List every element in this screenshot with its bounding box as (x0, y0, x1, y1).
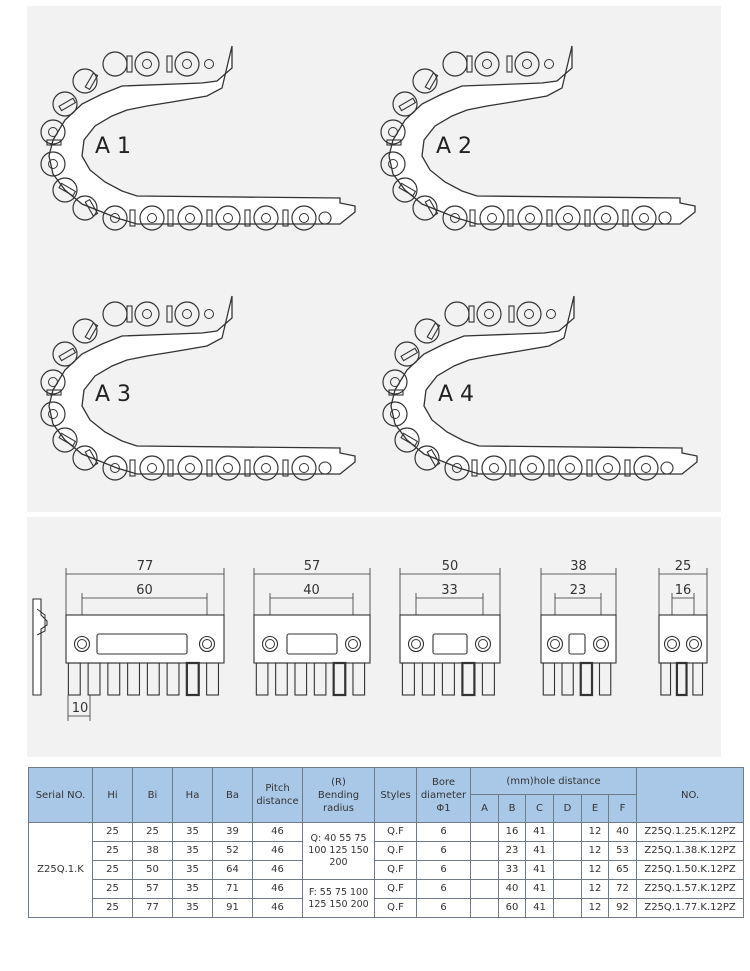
cell-hi: 25 (93, 899, 133, 918)
table-row (29, 842, 744, 861)
cell-f: 53 (609, 842, 637, 861)
bracket-view-5 (659, 559, 707, 695)
cell-c: 41 (526, 880, 554, 899)
cell-b: 33 (499, 861, 526, 880)
cell-pitch: 46 (253, 842, 303, 861)
cell-e: 12 (582, 823, 609, 842)
cell-f: 92 (609, 899, 637, 918)
spec-table-body (29, 823, 744, 918)
cell-a (471, 880, 499, 899)
cell-f: 72 (609, 880, 637, 899)
col-header-bending-r: (R) (331, 776, 346, 788)
cell-b: 23 (499, 842, 526, 861)
bracket-plate (66, 615, 224, 663)
cell-ha: 35 (173, 899, 213, 918)
col-header-no: NO. (637, 768, 744, 823)
col-header-bending-label: Bending radius (317, 789, 360, 814)
bending-q-cell: Q: 40 55 75 100 125 150 200 (303, 823, 375, 880)
cell-bi: 25 (133, 823, 173, 842)
col-header-b: B (499, 795, 526, 823)
cell-bi: 57 (133, 880, 173, 899)
bending-f-cell: F: 55 75 100 125 150 200 (303, 880, 375, 918)
bracket-plate (254, 615, 370, 663)
cell-ba: 71 (213, 880, 253, 899)
col-header-hole-distance: (mm)hole distance (471, 768, 637, 795)
col-header-bending (303, 768, 375, 823)
col-header-bore (417, 768, 471, 823)
cell-bore: 6 (417, 823, 471, 842)
col-header-bore-symbol: Φ1 (436, 802, 451, 814)
cell-c: 41 (526, 899, 554, 918)
cell-f: 40 (609, 823, 637, 842)
pitch-dimension (68, 695, 90, 721)
inner-dimension-label: 40 (303, 583, 320, 598)
col-header-ba: Ba (213, 768, 253, 823)
serial-cell: Z25Q.1.K (29, 823, 93, 918)
table-row (29, 899, 744, 918)
col-header-styles: Styles (375, 768, 417, 823)
cell-hi: 25 (93, 861, 133, 880)
col-header-a: A (471, 795, 499, 823)
cell-bi: 50 (133, 861, 173, 880)
bracket-view-3 (400, 559, 500, 695)
col-header-f: F (609, 795, 637, 823)
cell-a (471, 842, 499, 861)
cell-hi: 25 (93, 823, 133, 842)
chain-drawings (27, 6, 721, 512)
cell-ha: 35 (173, 842, 213, 861)
cell-c: 41 (526, 823, 554, 842)
cell-bore: 6 (417, 899, 471, 918)
cell-ha: 35 (173, 823, 213, 842)
cell-pitch: 46 (253, 861, 303, 880)
bracket-drawings (27, 517, 721, 757)
cell-styles: Q.F (375, 880, 417, 899)
cell-no: Z25Q.1.50.K.12PZ (637, 861, 744, 880)
bracket-view-4 (541, 559, 616, 695)
outer-dimension-label: 25 (674, 559, 692, 574)
cell-pitch: 46 (253, 880, 303, 899)
chain-label-a1: A 1 (95, 134, 132, 159)
cell-b: 60 (499, 899, 526, 918)
col-header-bore-label: Bore diameter (420, 776, 467, 801)
outer-dimension-label: 38 (570, 559, 587, 574)
chain-label-a4: A 4 (438, 382, 475, 407)
cell-no: Z25Q.1.77.K.12PZ (637, 899, 744, 918)
cell-no: Z25Q.1.38.K.12PZ (637, 842, 744, 861)
cell-d (554, 842, 582, 861)
bracket-plate (541, 615, 616, 663)
cell-ba: 64 (213, 861, 253, 880)
cell-c: 41 (526, 861, 554, 880)
cell-no: Z25Q.1.25.K.12PZ (637, 823, 744, 842)
spec-table (28, 767, 744, 918)
col-header-e: E (582, 795, 609, 823)
cell-d (554, 880, 582, 899)
chain-drawing-a1 (41, 46, 355, 230)
cell-ba: 39 (213, 823, 253, 842)
cell-bi: 77 (133, 899, 173, 918)
table-row (29, 823, 744, 842)
col-header-d: D (554, 795, 582, 823)
cell-e: 12 (582, 861, 609, 880)
cell-styles: Q.F (375, 842, 417, 861)
bracket-views (66, 559, 707, 695)
col-header-hi: Hi (93, 768, 133, 823)
side-profile (33, 599, 47, 695)
bracket-view-1 (66, 559, 224, 695)
cell-bi: 38 (133, 842, 173, 861)
cell-no: Z25Q.1.57.K.12PZ (637, 880, 744, 899)
col-header-ha: Ha (173, 768, 213, 823)
bracket-plate (400, 615, 500, 663)
chain-drawing-a4 (383, 296, 697, 480)
inner-dimension-label: 33 (441, 583, 458, 598)
cell-bore: 6 (417, 880, 471, 899)
cell-e: 12 (582, 899, 609, 918)
cell-c: 41 (526, 842, 554, 861)
cell-bore: 6 (417, 861, 471, 880)
cell-ba: 52 (213, 842, 253, 861)
cell-a (471, 823, 499, 842)
col-header-bi: Bi (133, 768, 173, 823)
inner-dimension-label: 60 (136, 583, 153, 598)
cell-e: 12 (582, 880, 609, 899)
col-header-c: C (526, 795, 554, 823)
cell-a (471, 861, 499, 880)
chain-drawing-a3 (41, 296, 355, 480)
pitch-dimension-label: 10 (71, 701, 89, 716)
cell-ha: 35 (173, 880, 213, 899)
outer-dimension-label: 77 (136, 559, 154, 574)
col-header-pitch: Pitch distance (253, 768, 303, 823)
chain-drawing-a2 (381, 46, 695, 230)
cell-bore: 6 (417, 842, 471, 861)
chain-label-a3: A 3 (95, 382, 132, 407)
cell-pitch: 46 (253, 823, 303, 842)
col-header-serial: Serial NO. (29, 768, 93, 823)
inner-dimension-label: 23 (569, 583, 587, 598)
cell-ha: 35 (173, 861, 213, 880)
cell-styles: Q.F (375, 899, 417, 918)
outer-dimension-label: 57 (303, 559, 321, 574)
chain-drawings-panel (27, 6, 721, 512)
cell-f: 65 (609, 861, 637, 880)
table-row (29, 861, 744, 880)
cell-hi: 25 (93, 842, 133, 861)
cell-d (554, 861, 582, 880)
cell-b: 16 (499, 823, 526, 842)
cell-b: 40 (499, 880, 526, 899)
cell-pitch: 46 (253, 899, 303, 918)
cell-hi: 25 (93, 880, 133, 899)
cell-ba: 91 (213, 899, 253, 918)
bracket-view-2 (254, 559, 370, 695)
outer-dimension-label: 50 (441, 559, 459, 574)
chain-label-a2: A 2 (436, 134, 473, 159)
bracket-drawings-panel (27, 517, 721, 757)
cell-d (554, 823, 582, 842)
cell-styles: Q.F (375, 861, 417, 880)
cell-a (471, 899, 499, 918)
inner-dimension-label: 16 (674, 583, 692, 598)
cell-e: 12 (582, 842, 609, 861)
table-row (29, 880, 744, 899)
cell-styles: Q.F (375, 823, 417, 842)
cell-d (554, 899, 582, 918)
